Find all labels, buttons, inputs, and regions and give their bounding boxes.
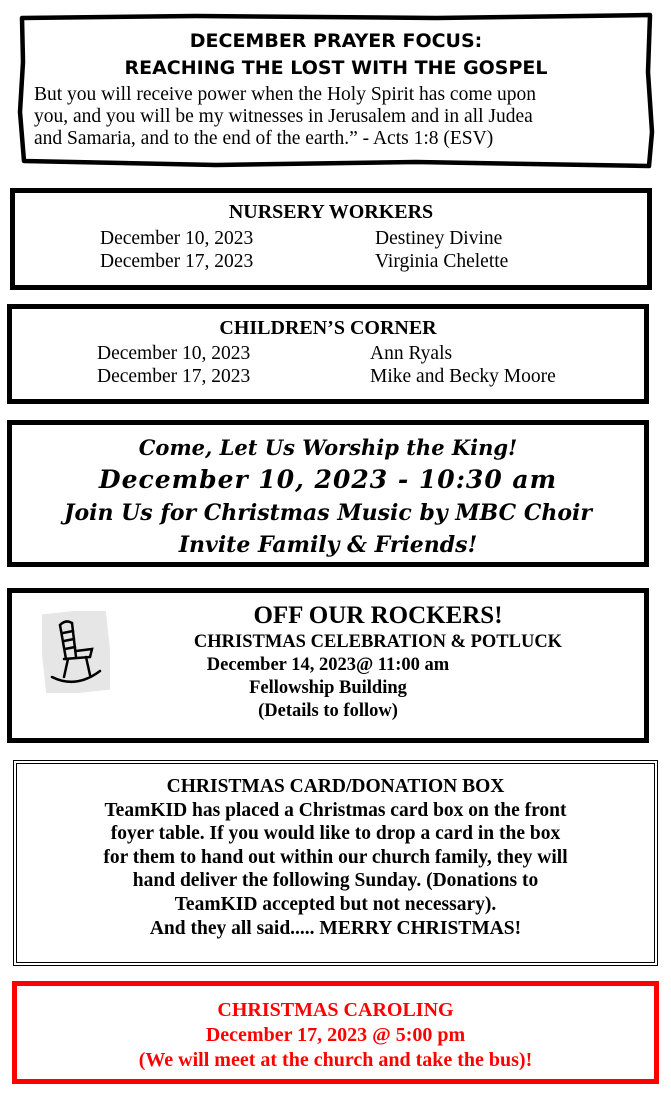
rockers-title: OFF OUR ROCKERS! <box>253 602 503 629</box>
nursery-dates <box>100 227 253 273</box>
cardbox-line: And they all said..... MERRY CHRISTMAS! <box>149 917 522 939</box>
caroling-title: CHRISTMAS CAROLING <box>217 999 454 1021</box>
worship-line-4: Invite Family & Friends! <box>178 532 478 558</box>
rockers-line-1: CHRISTMAS CELEBRATION & POTLUCK <box>193 632 563 652</box>
schedule-name: Mike and Becky Moore <box>370 366 556 387</box>
childrens-corner-box <box>7 304 649 404</box>
nursery-title: NURSERY WORKERS <box>228 201 434 223</box>
cardbox-line: TeamKID has placed a Christmas card box on the front <box>104 799 567 821</box>
children-dates <box>97 342 250 388</box>
worship-line-1: Come, Let Us Worship the King! <box>138 435 518 460</box>
schedule-date: December 10, 2023 <box>100 228 254 249</box>
caroling-box <box>12 981 659 1084</box>
prayer-heading-1: DECEMBER PRAYER FOCUS: <box>189 30 483 52</box>
rockers-line-3: Fellowship Building <box>249 678 407 698</box>
nursery-workers-box <box>10 188 652 290</box>
schedule-date: December 10, 2023 <box>97 343 251 364</box>
schedule-date: December 17, 2023 <box>100 251 254 272</box>
verse-line: and Samaria, and to the end of the earth.” - Acts 1:8 (ESV) <box>34 128 494 149</box>
worship-line-2: December 10, 2023 - 10:30 am <box>98 465 558 494</box>
worship-box <box>7 420 649 567</box>
prayer-focus-box <box>16 12 656 170</box>
prayer-verse <box>34 84 638 150</box>
rockers-line-2: December 14, 2023@ 11:00 am <box>206 655 450 675</box>
cardbox-line: hand deliver the following Sunday. (Donations to <box>132 870 539 892</box>
worship-line-3: Join Us for Christmas Music by MBC Choir <box>64 500 592 526</box>
cardbox-line: for them to hand out within our church family, they will <box>103 846 568 868</box>
prayer-heading-2: REACHING THE LOST WITH THE GOSPEL <box>124 57 548 79</box>
card-donation-box <box>13 760 658 966</box>
rockers-line-4: (Details to follow) <box>258 701 398 721</box>
caroling-line-1: December 17, 2023 @ 5:00 pm <box>205 1024 466 1046</box>
off-our-rockers-box <box>7 588 649 743</box>
verse-line: you, and you will be my witnesses in Jerusalem and in all Judea <box>34 106 533 127</box>
cardbox-line: foyer table. If you would like to drop a card in the box <box>110 823 561 845</box>
children-names <box>370 342 556 388</box>
caroling-line-2: (We will meet at the church and take the bus)! <box>138 1049 533 1071</box>
schedule-name: Virginia Chelette <box>375 251 509 272</box>
cardbox-title: CHRISTMAS CARD/DONATION BOX <box>166 776 505 797</box>
schedule-name: Destiney Divine <box>375 228 503 249</box>
nursery-names <box>375 227 508 273</box>
verse-line: But you will receive power when the Holy Spirit has come upon <box>34 84 537 105</box>
schedule-name: Ann Ryals <box>370 343 453 364</box>
schedule-date: December 17, 2023 <box>97 366 251 387</box>
children-title: CHILDREN’S CORNER <box>219 317 437 339</box>
rocking-chair-icon <box>42 611 110 693</box>
cardbox-line: TeamKID accepted but not necessary). <box>174 893 497 915</box>
